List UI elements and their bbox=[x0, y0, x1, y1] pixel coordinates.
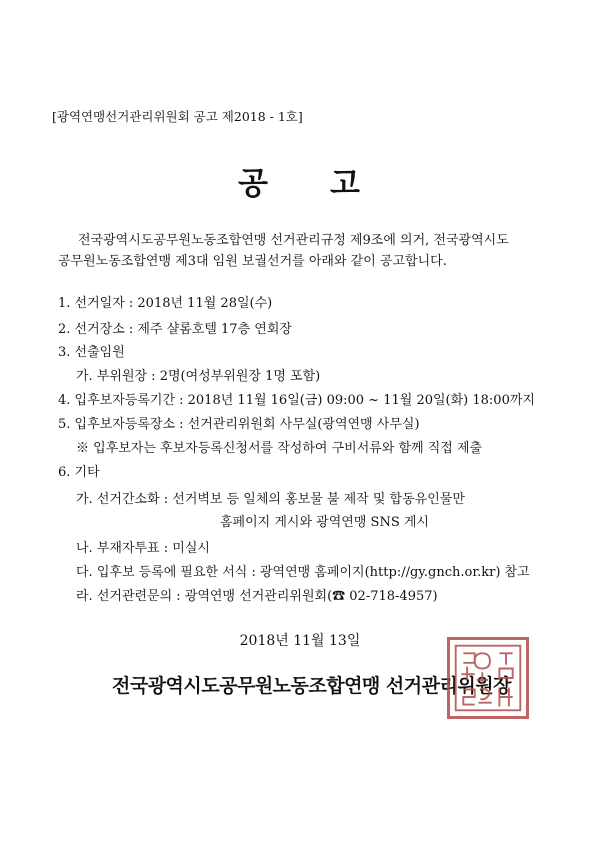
list-item-elected-officers: 3. 선출임원 bbox=[58, 345, 125, 360]
issue-date: 2018년 11월 13일 bbox=[239, 633, 361, 649]
official-seal-stamp bbox=[447, 637, 529, 719]
list-subitem-vice-chair: 가. 부위원장 : 2명(여성부위원장 1명 포함) bbox=[76, 369, 321, 384]
intro-paragraph-line-1: 전국광역시도공무원노동조합연맹 선거관리규정 제9조에 의거, 전국광역시도 bbox=[78, 233, 509, 248]
list-item-other: 6. 기타 bbox=[58, 465, 100, 480]
list-item-registration-period: 4. 입후보자등록기간 : 2018년 11월 16일(금) 09:00 ~ 11월 20일(화) 18:00까지 bbox=[58, 393, 535, 408]
notice-reference-number: [광역연맹선거관리위원회 공고 제2018 - 1호] bbox=[52, 109, 303, 124]
list-subitem-forms: 다. 입후보 등록에 필요한 서식 : 광역연맹 홈페이지(http://gy.gnch.or.kr) 참고 bbox=[76, 565, 530, 580]
list-subitem-inquiry: 라. 선거관련문의 : 광역연맹 선거관리위원회(☎ 02-718-4957) bbox=[76, 589, 438, 604]
list-subitem-absentee-voting: 나. 부재자투표 : 미실시 bbox=[76, 541, 210, 556]
notice-title bbox=[0, 158, 600, 203]
list-item-election-venue: 2. 선거장소 : 제주 샬롬호텔 17층 연회장 bbox=[58, 322, 292, 337]
list-subitem-simplification: 가. 선거간소화 : 선거벽보 등 일체의 홍보물 불 제작 및 합동유인물만 bbox=[76, 492, 465, 507]
title-char-1: 공 bbox=[238, 166, 270, 202]
issuer-signature: 전국광역시도공무원노동조합연맹 선거관리위원장 bbox=[112, 675, 511, 697]
intro-paragraph-line-2: 공무원노동조합연맹 제3대 임원 보궐선거를 아래와 같이 공고합니다. bbox=[58, 254, 447, 269]
list-subitem-simplification-cont: 홈페이지 게시와 광역연맹 SNS 게시 bbox=[220, 515, 429, 530]
seal-icon bbox=[450, 640, 526, 716]
list-item-election-date: 1. 선거일자 : 2018년 11월 28일(수) bbox=[58, 296, 273, 311]
title-char-2: 고 bbox=[330, 166, 362, 202]
list-note-submission: ※ 입후보자는 후보자등록신청서를 작성하여 구비서류와 함께 직접 제출 bbox=[76, 441, 483, 456]
list-item-registration-place: 5. 입후보자등록장소 : 선거관리위원회 사무실(광역연맹 사무실) bbox=[58, 417, 420, 432]
